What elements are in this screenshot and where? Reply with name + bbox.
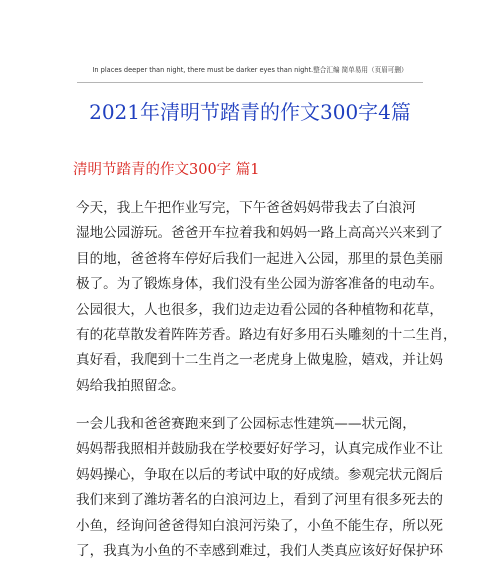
- section-title: 清明节踏青的作文300字 篇1: [73, 162, 260, 178]
- text-line: 小鱼，经询问爸爸得知白浪河污染了，小鱼不能生存，所以死: [76, 517, 444, 534]
- text-line: 目的地，爸爸将车停好后我们一起进入公园，那里的景色美丽: [76, 250, 444, 267]
- header-divider: [77, 82, 423, 83]
- text-line: 公园很大，人也很多，我们边走边看公园的各种植物和花草，: [76, 301, 444, 318]
- text-line: 有的花草散发着阵阵芳香。路边有好多用石头雕刻的十二生肖，: [76, 326, 457, 343]
- paragraph-1: [76, 196, 457, 399]
- text-line: 一会儿我和爸爸赛跑来到了公园标志性建筑——状元阁，: [76, 416, 416, 432]
- text-line: 妈妈帮我照相并鼓励我在学校要好好学习，认真完成作业不让: [76, 441, 444, 458]
- page-header: In places deeper than night, there must be darker eyes than night.整合汇编 简单易用（页眉可删）: [92, 66, 408, 74]
- text-line: 我们来到了潍坊著名的白浪河边上，看到了河里有很多死去的: [76, 492, 444, 509]
- text-line: 今天，我上午把作业写完，下午爸爸妈妈带我去了白浪河: [76, 200, 416, 216]
- paragraph-2: [76, 412, 444, 564]
- text-line: 妈妈操心，争取在以后的考试中取的好成绩。参观完状元阁后: [76, 466, 444, 483]
- text-line: 湿地公园游玩。爸爸开车拉着我和妈妈一路上高高兴兴来到了: [76, 225, 444, 242]
- text-line: 妈给我拍照留念。: [76, 377, 185, 394]
- text-line: 了，我真为小鱼的不幸感到难过，我们人类真应该好好保护环: [76, 542, 444, 559]
- text-line: 真好看，我爬到十二生肖之一老虎身上做鬼脸，嬉戏，并让妈: [76, 352, 444, 369]
- document-title: 2021年清明节踏青的作文300字4篇: [89, 100, 411, 124]
- text-line: 极了。为了锻炼身体，我们没有坐公园为游客准备的电动车。: [76, 276, 444, 293]
